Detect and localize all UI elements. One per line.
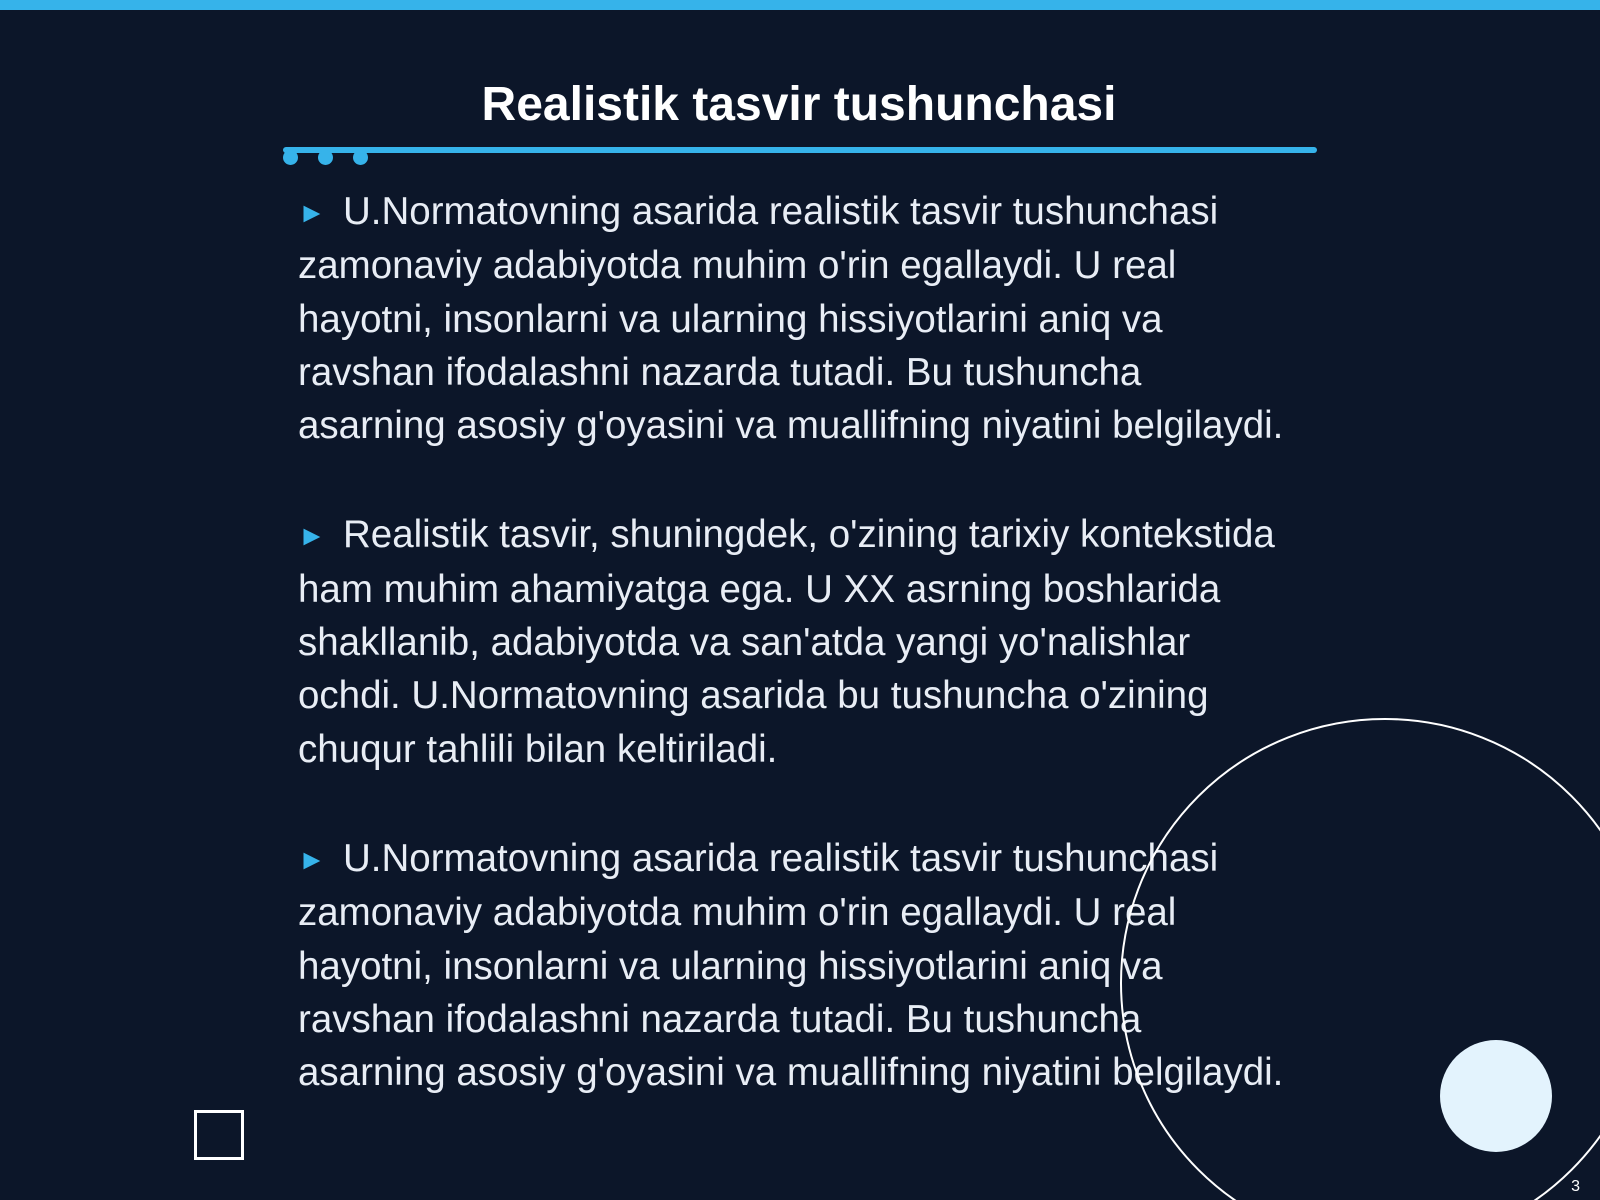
decorative-dot xyxy=(283,150,298,165)
bullet-arrow-icon: ► xyxy=(298,843,326,875)
paragraph-text: U.Normatovning asarida realistik tasvir tushunchasi zamonaviy adabiyotda muhim o'rin egallaydi. U real hayotni, insonlarni va ularning hissiyotlarini aniq va ravshan ifodalashni nazarda tutadi. Bu tushuncha asarning asosiy g'oyasini va muallifning niyatini belgilaydi. xyxy=(298,190,1284,448)
paragraph-text: Realistik tasvir, shuningdek, o'zining tarixiy kontekstida ham muhim ahamiyatga ega. U XX asrning boshlarida shakllanib, adabiyotda va san'atda yangi yo'nalishlar ochdi. U.Normatovning asarida bu tushuncha o'zining chuqur tahlili bilan keltiriladi. xyxy=(298,513,1275,771)
decorative-dot xyxy=(318,150,333,165)
top-accent-bar xyxy=(0,0,1600,10)
bullet-paragraph xyxy=(298,185,1288,452)
slide-title: Realistik tasvir tushunchasi xyxy=(481,78,1117,131)
decorative-dot xyxy=(353,150,368,165)
paragraph-text: U.Normatovning asarida realistik tasvir tushunchasi zamonaviy adabiyotda muhim o'rin egallaydi. U real hayotni, insonlarni va ularning hissiyotlarini aniq va ravshan ifodalashni nazarda tutadi. Bu tushuncha asarning asosiy g'oyasini va muallifning niyatini belgilaydi. xyxy=(298,836,1284,1095)
title-underline xyxy=(283,147,1317,153)
page-number: 3 xyxy=(1571,1178,1580,1195)
bullet-arrow-icon: ► xyxy=(298,197,326,228)
bullet-arrow-icon: ► xyxy=(298,520,326,552)
bullet-paragraph xyxy=(298,508,1288,775)
decorative-square-outline xyxy=(194,1110,244,1160)
decorative-circle-filled xyxy=(1440,1040,1552,1152)
